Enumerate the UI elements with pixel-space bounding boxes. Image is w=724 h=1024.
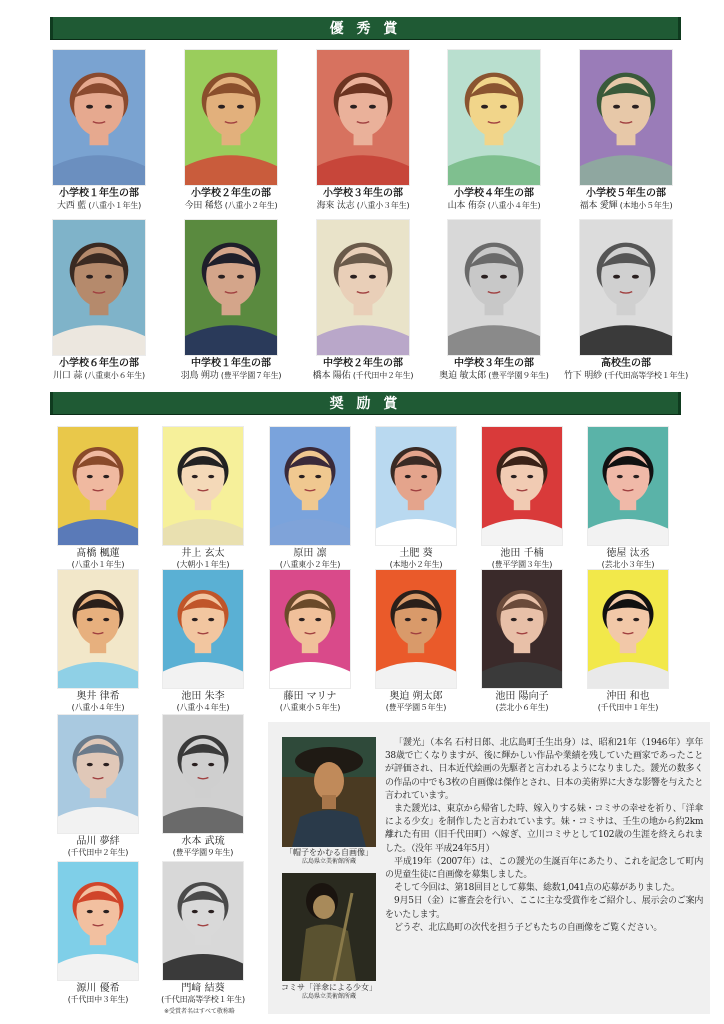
winner-name-label: 徳屋 汰丞 [606,548,650,559]
award-category [161,358,301,370]
award-category-label: 小学校２年生の部 [191,188,271,199]
winner-school-label: (八重小４年生) [71,703,125,712]
winner-name: 奥迫 敏太郎 [439,371,486,381]
winner-name: 竹下 明紗 [563,371,602,381]
article-paragraph: 「靉光」（本名 石村日郎、北広島町壬生出身）は、昭和21年（1946年）享年38歳で亡くなりますが、後に輝かしい作品や業績を残していた画家であったことが評価され、日本近代絵画の先駆者と言われるようになりました。靉光の数多くの作品の中でも3枚の自画像は傑作とされ、日本の美術界に大きな影響を与えたと言われています。 [385,738,703,801]
award-category-label: 小学校１年生の部 [59,188,139,199]
portrait-drawing [317,220,409,355]
winner-name-label: 池田 陽向子 [495,691,549,702]
winner-portrait [58,570,138,688]
winner-school-label: (千代田中２年生) [67,848,129,857]
winner-name-label: 源川 優希 [76,983,120,994]
winner-name-label: 原田 凛 [293,548,327,559]
portrait-drawing [58,862,138,980]
winner-school-label: (豊平学園３年生) [491,560,553,569]
winner-portrait [317,50,409,185]
winner-caption [418,201,570,211]
painting-girl-with-umbrella-image [282,873,376,981]
award-category-label: 高校生の部 [601,358,651,369]
winner-portrait [163,570,243,688]
winner-portrait [58,427,138,545]
painting-1-title: 「帽子をかむる自画像」 [285,848,373,857]
winner-portrait [317,220,409,355]
portrait-drawing [580,50,672,185]
article-paragraph: 9月5日（金）に審査会を行い、ここに主な受賞作をご紹介し、展示会のご案内をいたします。 [385,896,703,920]
portrait-drawing [185,220,277,355]
winner-portrait [588,427,668,545]
winner-caption [23,371,175,381]
winner-school [138,995,268,1005]
winner-portrait [185,220,277,355]
winner-name-label: 池田 朱李 [181,691,225,702]
winner-name: 海來 汰志 [316,201,355,211]
winner-school-label: (千代田中１年生) [597,703,659,712]
winner-name-label: 奥井 律希 [76,691,120,702]
winner-portrait [163,427,243,545]
winner-name: 川口 蒜 [53,371,83,381]
winner-portrait [53,220,145,355]
award-category-label: 小学校４年生の部 [454,188,534,199]
winner-caption [155,371,307,381]
winner-school-label: (芸北小３年生) [601,560,655,569]
winner-school: (本地小５年生) [619,201,673,210]
portrait-drawing [58,715,138,833]
winner-school-label: (芸北小６年生) [495,703,549,712]
portrait-drawing [588,570,668,688]
award-category-label: 小学校３年生の部 [323,188,403,199]
portrait-drawing [53,50,145,185]
winner-school: (八重小２年生) [224,201,278,210]
winner-portrait [448,220,540,355]
winner-school: (千代田高等学校１年生) [604,371,689,380]
winner-name-label: 土肥 葵 [399,548,433,559]
winner-name [467,548,577,560]
winner-caption [23,201,175,211]
winner-school-label: (本地小２年生) [389,560,443,569]
winner-portrait [482,427,562,545]
winner-school: (千代田中２年生) [352,371,414,380]
winner-school [563,703,693,713]
winner-portrait [58,862,138,980]
winner-school: (八重東小６年生) [84,371,145,380]
encouragement-award-banner [50,392,681,414]
portrait-drawing [185,50,277,185]
winner-portrait [185,50,277,185]
winner-school-label: (八重東小５年生) [279,703,341,712]
portrait-drawing [448,50,540,185]
winner-name [43,691,153,703]
article-paragraph: そして今回は、第18回目として募集、総数1,041点の応募がありました。 [394,883,680,894]
winner-portrait [58,715,138,833]
winner-name-label: 品川 夢絆 [76,836,120,847]
award-category [424,358,564,370]
winner-name [148,548,258,560]
winner-name [255,548,365,560]
winner-name: 福本 愛輝 [579,201,618,211]
winner-school: (豊平学園９年生) [488,371,549,380]
portrait-drawing [317,50,409,185]
winner-caption [550,201,702,211]
winner-name: 羽鳥 朔功 [180,371,219,381]
award-category [293,358,433,370]
portrait-drawing [376,427,456,545]
portrait-drawing [580,220,672,355]
painting-1-caption [278,848,380,866]
winner-school-label: (八重小４年生) [176,703,230,712]
award-category [29,188,169,200]
winner-school-label: (豊平学園５年生) [385,703,447,712]
winner-school-label: (八重東小２年生) [279,560,341,569]
winner-name [573,691,683,703]
painting-2-title: コミサ「洋傘による少女」 [281,983,377,992]
winner-portrait [53,50,145,185]
winner-name-label: 門﨑 結葵 [181,983,225,994]
winner-name [148,836,258,848]
winner-school-label: (八重小１年生) [71,560,125,569]
portrait-drawing [58,570,138,688]
winner-portrait [588,570,668,688]
portrait-drawing [163,862,243,980]
winner-name: 橋本 陽佑 [312,371,351,381]
portrait-drawing [482,570,562,688]
painting-2-owner: 広島県立美術館所蔵 [301,993,356,1000]
portrait-drawing [58,427,138,545]
award-category [29,358,169,370]
winner-caption [550,371,702,381]
winner-name: 大西 藍 [56,201,87,211]
winner-name-label: 井上 玄太 [181,548,225,559]
winner-name [467,691,577,703]
winner-name [148,983,258,995]
portrait-drawing [482,427,562,545]
winner-school: (八重小３年生) [356,201,410,210]
winner-portrait [376,427,456,545]
portrait-drawing [588,427,668,545]
painting-2-caption [272,983,386,1001]
winner-portrait [376,570,456,688]
portrait-drawing [376,570,456,688]
winner-caption [287,201,439,211]
winner-school: (豊平学園７年生) [220,371,282,380]
excellence-award-title: 優 秀 賞 [329,21,402,37]
article-paragraph: また靉光は、東京から帰省した時、嫁入りする妹・コミサの幸せを祈り、「洋傘による少女」を制作したと言われています。妹・コミサは、壬生の地から約2km離れた有田（旧千代田町）へ嫁ぎ、立川コミサとして102歳の生涯を終えられました。（没年 平成24年5月） [385,804,703,854]
winner-name [255,691,365,703]
winner-name [43,836,153,848]
winner-caption [418,371,570,381]
portrait-drawing [270,427,350,545]
winner-portrait [163,715,243,833]
award-category [293,188,433,200]
award-category-label: 中学校２年生の部 [323,358,403,369]
encouragement-award-title: 奨 励 賞 [329,396,402,412]
winner-name-label: 藤田 マリナ [283,691,337,702]
article-paragraph: 平成19年（2007年）は、この靉光の生誕百年にあたり、これを記念して町内の児童生徒に自画像を募集しました。 [385,856,703,881]
article-text [385,737,703,935]
winner-school [563,560,693,570]
award-category-label: 小学校５年生の部 [586,188,666,199]
winner-caption [155,201,307,211]
excellence-award-banner [50,17,681,39]
winner-school-label: (千代田中３年生) [67,995,129,1004]
award-category [556,358,696,370]
winner-caption [287,371,439,381]
portrait-drawing [163,715,243,833]
winner-name-label: 沖田 和也 [606,691,650,702]
winner-portrait [482,570,562,688]
winner-name-label: 髙橋 楓蓮 [76,548,120,559]
painting-girl-with-umbrella [282,873,376,981]
portrait-drawing [163,570,243,688]
painting-self-portrait-with-hat [282,737,376,847]
winner-school-label: (千代田高等学校１年生) [161,995,245,1004]
portrait-drawing [163,427,243,545]
painting-self-portrait-image [282,737,376,847]
winner-name-label: 池田 千楠 [500,548,544,559]
winner-school [138,848,268,858]
winner-name: 山本 侑奈 [447,201,486,211]
winner-name-label: 奥迫 朔太郎 [389,691,443,702]
award-category-label: 中学校１年生の部 [191,358,271,369]
award-category [161,188,301,200]
painting-1-owner: 広島県立美術館所蔵 [301,858,356,865]
winner-portrait [448,50,540,185]
award-category-label: 小学校６年生の部 [59,358,139,369]
award-category-label: 中学校３年生の部 [454,358,534,369]
winner-name [43,983,153,995]
portrait-drawing [448,220,540,355]
award-category [424,188,564,200]
winner-name [573,548,683,560]
winner-name [361,548,471,560]
winner-name: 今田 稀悠 [184,201,223,211]
portrait-drawing [270,570,350,688]
winner-name [148,691,258,703]
winner-portrait [270,427,350,545]
winner-school-label: (豊平学園９年生) [172,848,234,857]
winner-portrait [270,570,350,688]
winner-school-label: (大朝小１年生) [176,560,230,569]
award-category [556,188,696,200]
article-paragraph: どうぞ、北広島町の次代を担う子どもたちの自画像をご覧ください。 [394,922,662,933]
winner-school: (八重小４年生) [487,201,541,210]
winner-portrait [163,862,243,980]
footnote: ※受賞者名はすべて敬称略 [164,1008,235,1015]
winner-name-label: 水本 武琉 [181,836,225,847]
winner-portrait [580,50,672,185]
winner-name [43,548,153,560]
winner-name [361,691,471,703]
winner-school: (八重小１年生) [88,201,142,210]
portrait-drawing [53,220,145,355]
winner-portrait [580,220,672,355]
